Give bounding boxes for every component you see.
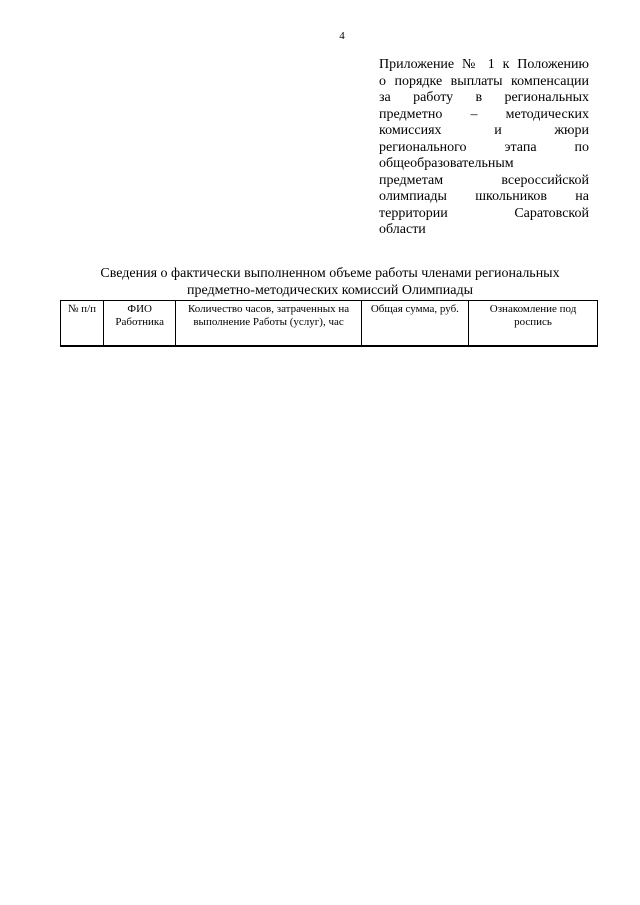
header-hours: Количество часов, затраченных на выполнение Работы (услуг), час <box>176 301 361 347</box>
report-heading-line: предметно-методических комиссий Олимпиады <box>186 282 474 298</box>
report-heading <box>60 266 600 299</box>
appendix-line: регионального этапа по <box>379 139 589 155</box>
header-total-sum: Общая сумма, руб. <box>361 301 468 347</box>
header-full-name: ФИО Работника <box>103 301 175 347</box>
appendix-line: предметно – методических <box>379 106 589 122</box>
appendix-line: Приложение № 1 к Положению <box>379 57 589 72</box>
report-heading-line: Сведения о фактически выполненном объеме работы членами региональных <box>100 266 560 281</box>
appendix-line: общеобразовательным <box>379 156 514 171</box>
appendix-line: олимпиады школьников на <box>379 189 589 204</box>
appendix-line: территории Саратовской <box>379 205 589 221</box>
appendix-line: о порядке выплаты компенсации <box>379 73 589 89</box>
work-volume-table <box>60 300 598 347</box>
appendix-line: комиссиях и жюри <box>379 123 589 138</box>
appendix-line: области <box>379 222 426 237</box>
header-signature: Ознакомление под роспись <box>469 301 598 347</box>
appendix-note <box>379 57 589 239</box>
page-number: 4 <box>339 30 345 42</box>
header-number: № п/п <box>61 301 104 347</box>
table-header-row <box>61 301 598 347</box>
appendix-line: предметам всероссийской <box>379 172 589 188</box>
appendix-line: за работу в региональных <box>379 90 589 105</box>
